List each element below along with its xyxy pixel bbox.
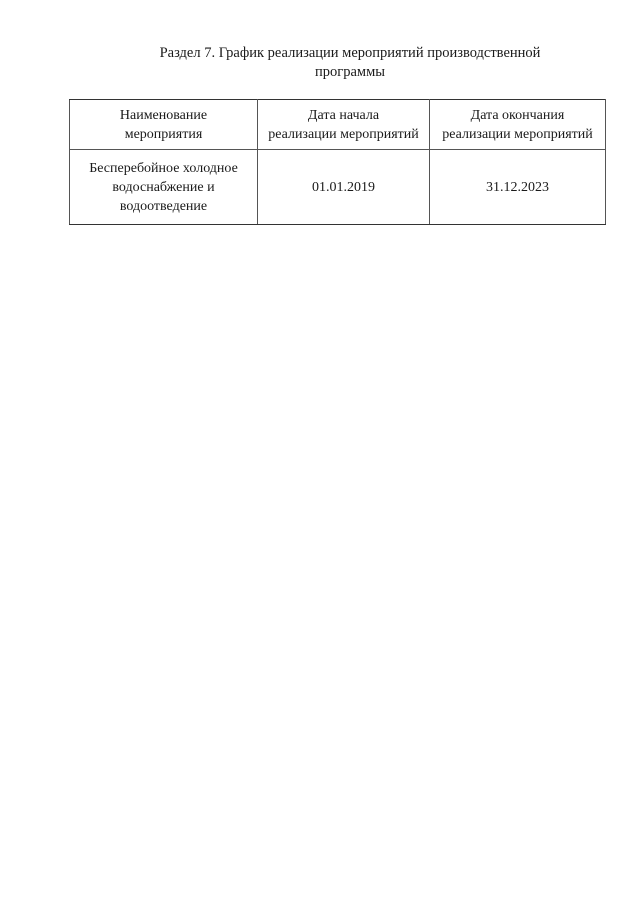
header-start-date-line-1: Дата начала: [307, 107, 380, 123]
activity-name-line-1: Бесперебойное холодное: [89, 160, 238, 176]
cell-start-date: 01.01.2019: [258, 150, 430, 225]
header-activity-name: [70, 100, 258, 150]
schedule-table: [69, 99, 606, 225]
header-end-date-line-2: реализации мероприятий: [442, 126, 593, 142]
header-end-date: [430, 100, 606, 150]
header-activity-name-line-1: Наименование: [119, 107, 208, 123]
header-start-date-line-2: реализации мероприятий: [268, 126, 419, 142]
header-start-date: [258, 100, 430, 150]
table-row: [70, 150, 606, 225]
section-title-line-2: программы: [315, 64, 385, 80]
activity-name-line-2: водоснабжение и: [112, 179, 215, 195]
table-header-row: [70, 100, 606, 150]
header-end-date-line-1: Дата окончания: [470, 107, 565, 123]
section-title: [80, 44, 620, 82]
cell-activity-name: [70, 150, 258, 225]
activity-name-line-3: водоотведение: [119, 198, 208, 214]
header-activity-name-line-2: мероприятия: [124, 126, 203, 142]
cell-end-date: 31.12.2023: [430, 150, 606, 225]
section-title-line-1: Раздел 7. График реализации мероприятий производственной: [159, 45, 541, 61]
